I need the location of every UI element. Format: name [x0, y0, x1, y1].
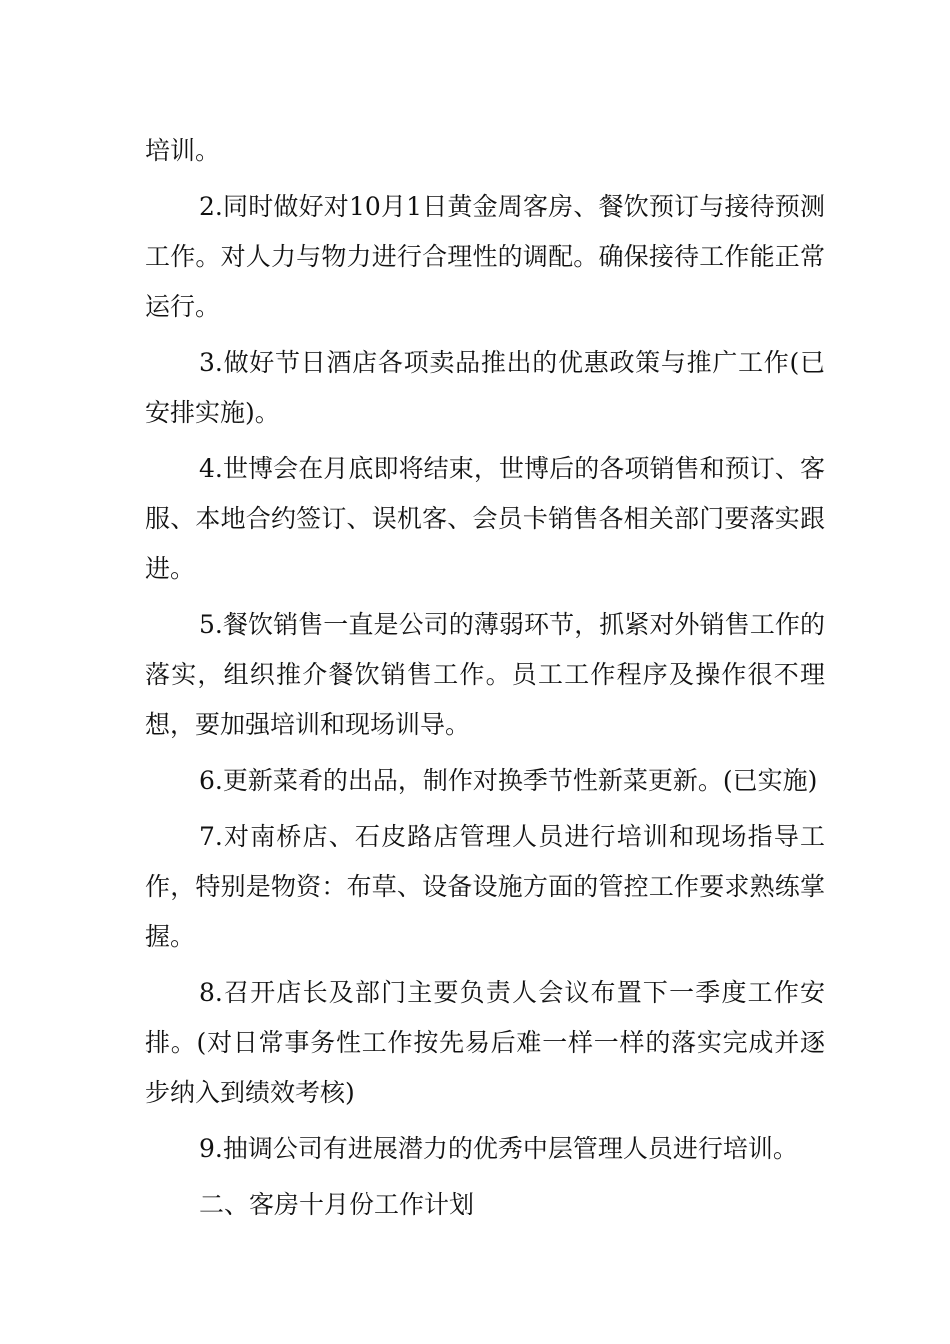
section-heading: 二、客房十月份工作计划	[199, 1190, 475, 1219]
paragraph-8: 8.召开店长及部门主要负责人会议布置下一季度工作安排。(对日常事务性工作按先易后难一样一样的落实完成并逐步纳入到绩效考核)	[145, 978, 825, 1107]
paragraph-9: 9.抽调公司有进展潜力的优秀中层管理人员进行培训。	[199, 1134, 798, 1163]
document-body	[145, 126, 825, 1236]
paragraph-4: 4.世博会在月底即将结束，世博后的各项销售和预订、客服、本地合约签订、误机客、会员卡销售各相关部门要落实跟进。	[145, 454, 825, 583]
paragraph-7: 7.对南桥店、石皮路店管理人员进行培训和现场指导工作，特别是物资：布草、设备设施方面的管控工作要求熟练掌握。	[145, 822, 825, 951]
paragraph-1: 培训。	[145, 136, 221, 165]
paragraph-3: 3.做好节日酒店各项卖品推出的优惠政策与推广工作(已安排实施)。	[145, 348, 825, 427]
paragraph-6: 6.更新菜肴的出品，制作对换季节性新菜更新。(已实施)	[199, 766, 818, 795]
paragraph-5: 5.餐饮销售一直是公司的薄弱环节，抓紧对外销售工作的落实，组织推介餐饮销售工作。员工工作程序及操作很不理想，要加强培训和现场训导。	[145, 610, 825, 739]
paragraph-2: 2.同时做好对10月1日黄金周客房、餐饮预订与接待预测工作。对人力与物力进行合理性的调配。确保接待工作能正常运行。	[145, 192, 825, 321]
